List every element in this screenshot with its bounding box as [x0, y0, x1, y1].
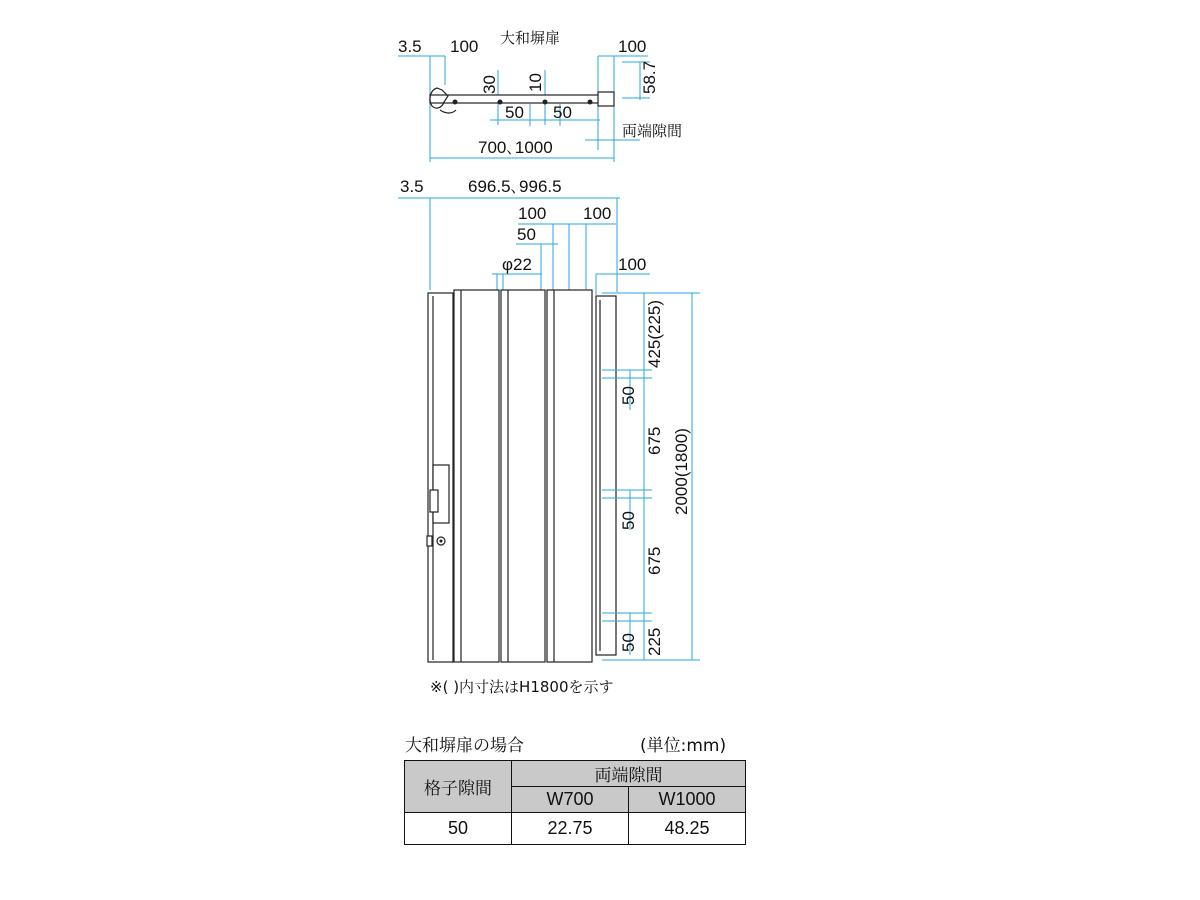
cell-lattice-gap: 50 — [405, 813, 512, 845]
elev-v-675-b: 675 — [645, 546, 664, 575]
dimension-note: ※( )内寸法はH1800を示す — [430, 678, 614, 696]
elevation-view — [398, 177, 700, 662]
plan-dim-100-left: 100 — [450, 37, 479, 56]
door-body — [427, 290, 616, 662]
plan-title: 大和塀扉 — [500, 29, 561, 47]
elev-inner-width: 696.5､996.5 — [468, 177, 562, 196]
plan-view — [398, 29, 682, 162]
plan-dim-10: 10 — [526, 73, 545, 92]
table-unit: (単位:mm) — [640, 736, 727, 756]
gap-table — [404, 760, 746, 845]
elev-total-height: 2000(1800) — [672, 428, 691, 515]
plan-total-width: 700､1000 — [478, 138, 553, 157]
plan-dim-58-7: 58.7 — [640, 60, 659, 94]
plan-gap-label: 両端隙間 — [622, 122, 683, 140]
elev-dim-50: 50 — [517, 225, 536, 244]
elev-v-50-c: 50 — [619, 633, 638, 652]
header-w1000: W1000 — [629, 787, 746, 813]
plan-dim-100-right: 100 — [618, 37, 647, 56]
plan-dim-50-b: 50 — [553, 103, 572, 122]
cell-w700: 22.75 — [512, 813, 629, 845]
elev-dim-100-a: 100 — [518, 204, 547, 223]
elev-v-425: 425(225) — [645, 299, 664, 368]
header-lattice-gap: 格子隙間 — [405, 761, 512, 813]
elev-dim-100-b: 100 — [583, 204, 612, 223]
elev-dim-100-c: 100 — [618, 255, 647, 274]
plan-dim-50-a: 50 — [505, 103, 524, 122]
elev-v-50-a: 50 — [619, 386, 638, 405]
elev-dim-3-5: 3.5 — [400, 177, 424, 196]
elev-v-225: 225 — [645, 627, 664, 656]
header-end-gap: 両端隙間 — [512, 761, 746, 787]
elev-v-50-b: 50 — [619, 511, 638, 530]
plan-dim-30: 30 — [480, 75, 499, 94]
elev-diameter: φ22 — [502, 255, 532, 274]
elev-v-675-a: 675 — [645, 426, 664, 455]
table-title: 大和塀扉の場合 — [405, 736, 524, 756]
cell-w1000: 48.25 — [629, 813, 746, 845]
plan-dim-3-5: 3.5 — [398, 37, 422, 56]
header-w700: W700 — [512, 787, 629, 813]
